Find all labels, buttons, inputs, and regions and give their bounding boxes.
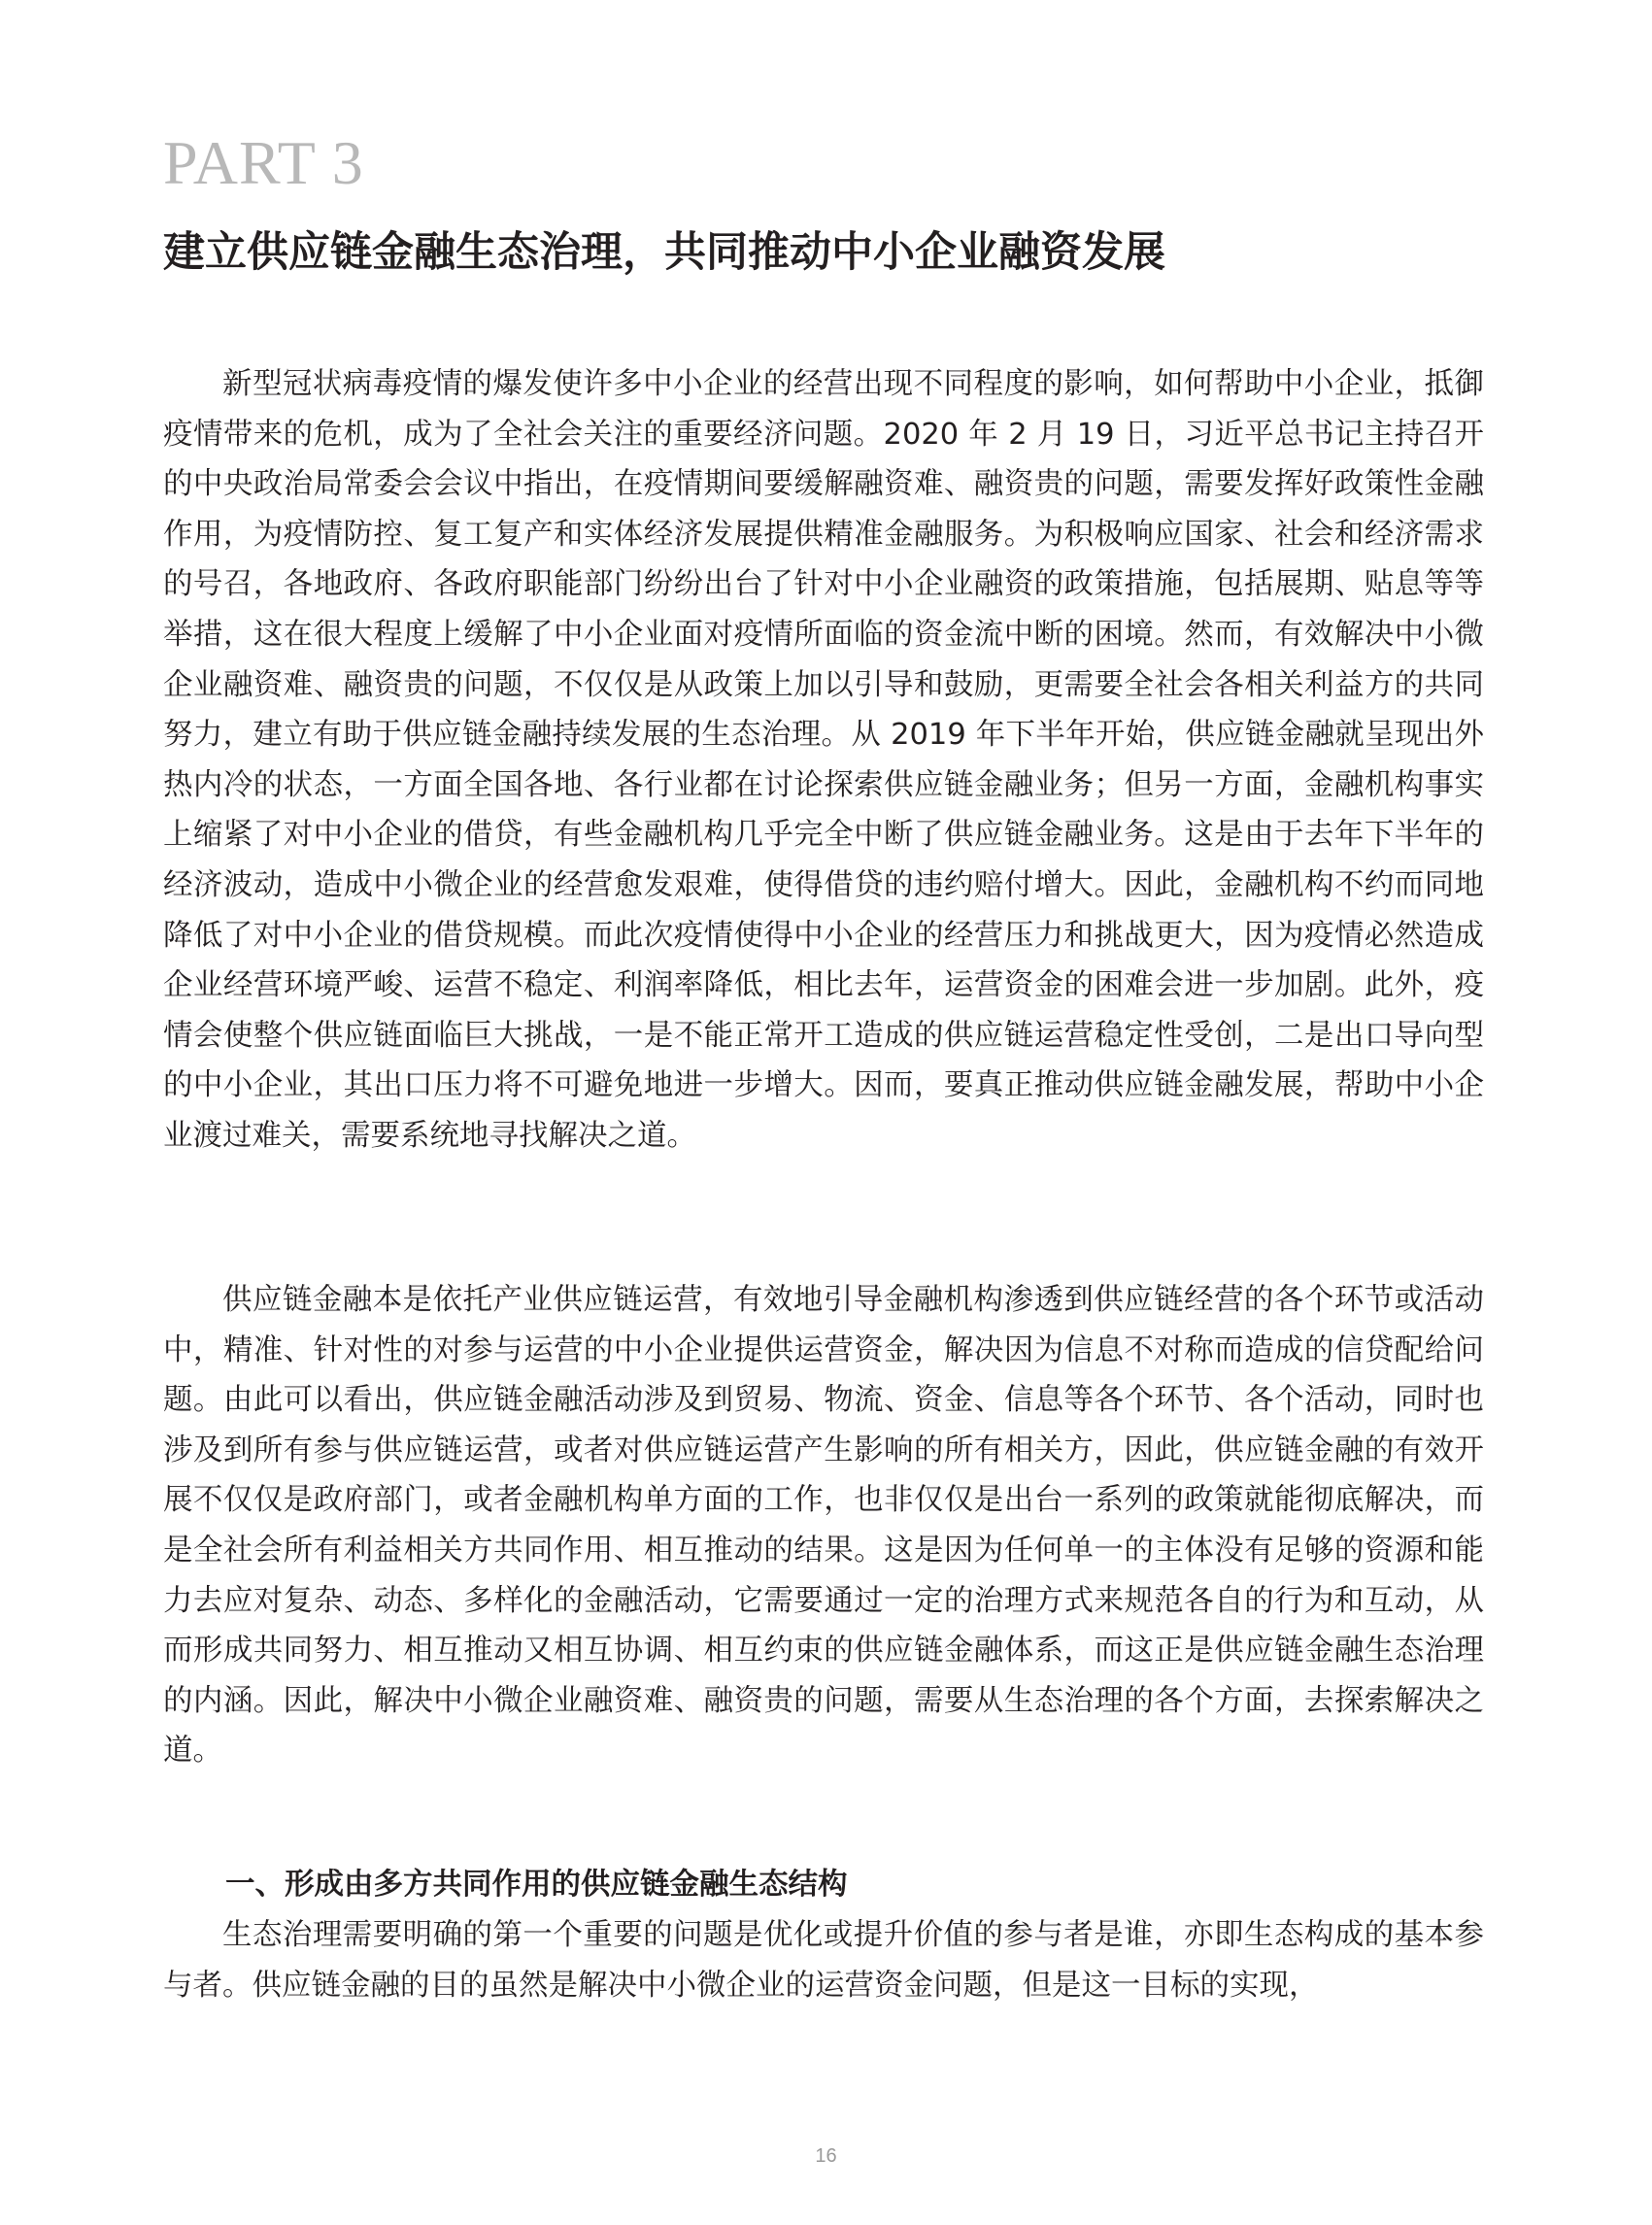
section-heading: 一、形成由多方共同作用的供应链金融生态结构 [225,1868,848,1902]
body-paragraph: 供应链金融本是依托产业供应链运营，有效地引导金融机构渗透到供应链经营的各个环节或活动中，精准、针对性的对参与运营的中小企业提供运营资金，解决因为信息不对称而造成的信贷配给问题。由此可以看出，供应链金融活动涉及到贸易、物流、资金、信息等各个环节、各个活动，同时也涉及到所有参与供应链运营，或者对供应链运营产生影响的所有相关方，因此，供应链金融的有效开展不仅仅是政府部门，或者金融机构单方面的工作，也非仅仅是出台一系列的政策就能彻底解决，而是全社会所有利益相关方共同作用、相互推动的结果。这是因为任何单一的主体没有足够的资源和能力去应对复杂、动态、多样化的金融活动，它需要通过一定的治理方式来规范各自的行为和互动，从而形成共同努力、相互推动又相互协调、相互约束的供应链金融体系，而这正是供应链金融生态治理的内涵。因此，解决中小微企业融资难、融资贵的问题，需要从生态治理的各个方面，去探索解决之道。 [163,1283,1484,1769]
part-label: PART 3 [163,128,364,197]
page-title: 建立供应链金融生态治理，共同推动中小企业融资发展 [163,228,1165,277]
page-number: 16 [815,2145,837,2167]
section-paragraph: 生态治理需要明确的第一个重要的问题是优化或提升价值的参与者是谁，亦即生态构成的基本参与者。供应链金融的目的虽然是解决中小微企业的运营资金问题，但是这一目标的实现， [163,1918,1484,2003]
body-paragraph: 新型冠状病毒疫情的爆发使许多中小企业的经营出现不同程度的影响，如何帮助中小企业，抵御疫情带来的危机，成为了全社会关注的重要经济问题。2020 年 2 月 19 日，习近平总书记主持召开的中央政治局常委会会议中指出，在疫情期间要缓解融资难、融资贵的问题，需要发挥好政策性金融作用，为疫情防控、复工复产和实体经济发展提供精准金融服务。为积极响应国家、社会和经济需求的号召，各地政府、各政府职能部门纷纷出台了针对中小企业融资的政策措施，包括展期、贴息等等举措，这在很大程度上缓解了中小企业面对疫情所面临的资金流中断的困境。然而，有效解决中小微企业融资难、融资贵的问题，不仅仅是从政策上加以引导和鼓励，更需要全社会各相关利益方的共同努力，建立有助于供应链金融持续发展的生态治理。从 2019 年下半年开始，供应链金融就呈现出外热内冷的状态，一方面全国各地、各行业都在讨论探索供应链金融业务；但另一方面，金融机构事实上缩紧了对中小企业的借贷，有些金融机构几乎完全中断了供应链金融业务。这是由于去年下半年的经济波动，造成中小微企业的经营愈发艰难，使得借贷的违约赔付增大。因此，金融机构不约而同地降低了对中小企业的借贷规模。而此次疫情使得中小企业的经营压力和挑战更大，因为疫情必然造成企业经营环境严峻、运营不稳定、利润率降低，相比去年，运营资金的困难会进一步加剧。此外，疫情会使整个供应链面临巨大挑战，一是不能正常开工造成的供应链运营稳定性受创，二是出口导向型的中小企业，其出口压力将不可避免地进一步增大。因而，要真正推动供应链金融发展，帮助中小企业渡过难关，需要系统地寻找解决之道。 [163,367,1484,1153]
